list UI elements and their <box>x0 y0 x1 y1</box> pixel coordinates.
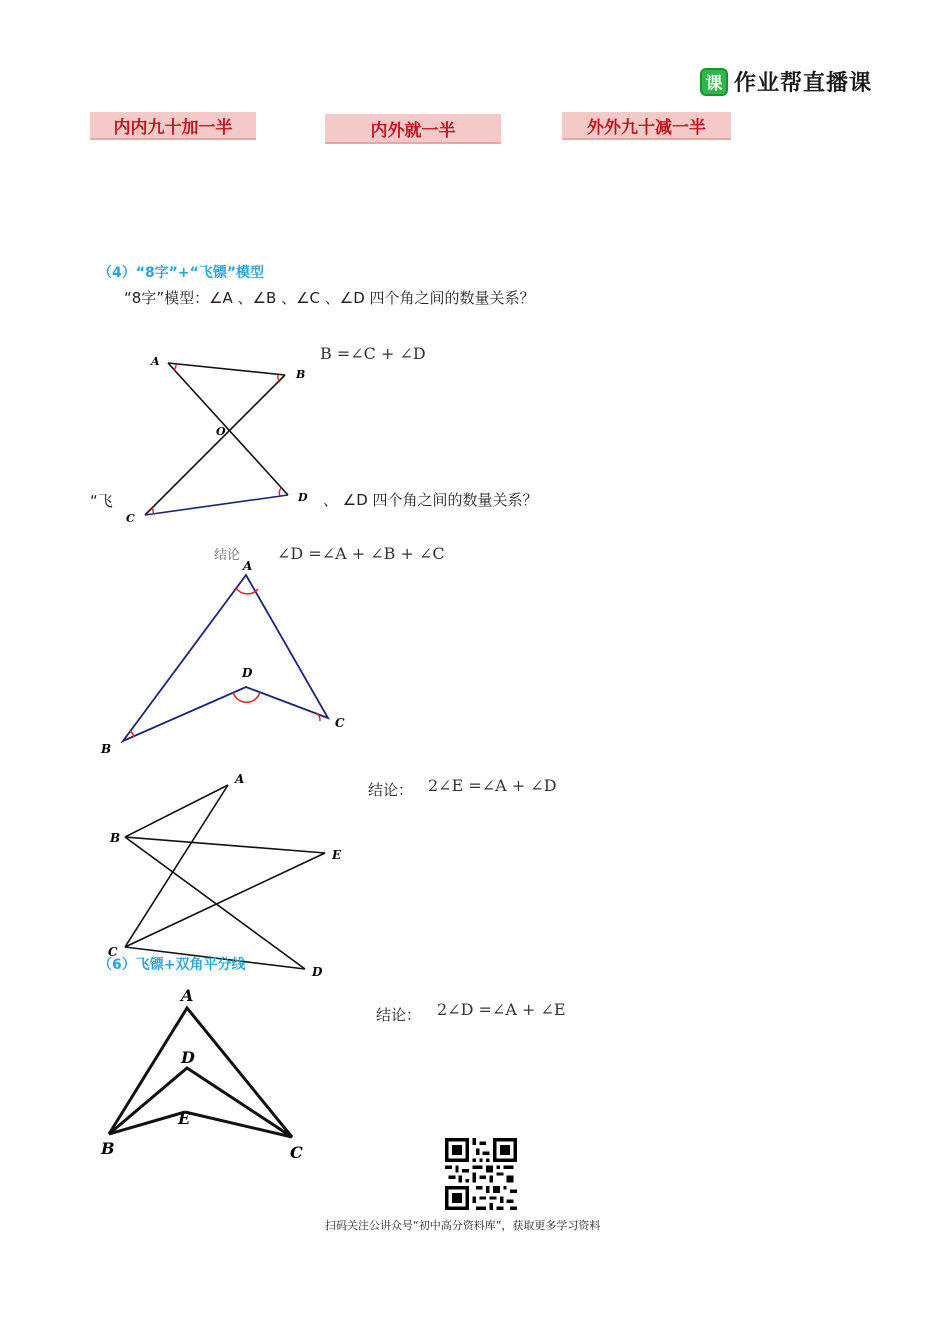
fig6-figure <box>95 980 325 1165</box>
dart-label-c: C <box>335 716 345 730</box>
tag-inner-outer: 内外就一半 <box>325 114 501 144</box>
dart-question-suffix: 、 ∠D 四个角之间的数量关系？ <box>323 491 538 509</box>
dart-conclusion: ∠D =∠A + ∠B + ∠C <box>277 544 445 563</box>
tag-outer-outer: 外外九十减一半 <box>562 112 731 140</box>
brand-name: 作业帮直播课 <box>734 71 873 96</box>
section-6-title: （6）飞镖+双角平分线 <box>98 957 246 973</box>
brand-header <box>700 66 872 97</box>
fig5-label-e: E <box>332 848 342 862</box>
eight-label-d: D <box>298 491 308 504</box>
eight-line-ab <box>168 363 285 375</box>
dart-outline <box>123 575 328 741</box>
dart-label-a: A <box>243 559 253 573</box>
eight-line-cd <box>145 495 288 515</box>
eight-label-a: A <box>151 355 160 368</box>
dart-conclusion-label: 结论 <box>214 548 241 563</box>
fig5-label-c: C <box>108 945 118 959</box>
eight-line-ad <box>168 363 288 495</box>
eight-angle-a-arc <box>174 364 176 370</box>
eight-conclusion: B =∠C + ∠D <box>320 344 426 363</box>
fig6-label-e: E <box>178 1109 191 1128</box>
dart-figure <box>95 555 365 755</box>
eight-label-b: B <box>296 368 306 381</box>
section5-conclusion: 2∠E =∠A + ∠D <box>428 776 557 795</box>
eight-question: “8字”模型：∠A 、∠B 、∠C 、∠D 四个角之间的数量关系？ <box>124 289 535 307</box>
fig6-label-a: A <box>181 986 194 1005</box>
section6-conclusion: 2∠D =∠A + ∠E <box>437 1000 566 1019</box>
brand-logo-icon: 课 <box>700 68 728 96</box>
fig5-label-d: D <box>312 965 323 979</box>
footer-text: 扫码关注公讲众号“初中高分资料库”，获取更多学习资料 <box>325 1219 601 1232</box>
eight-angle-d-arc <box>279 488 281 496</box>
dart-label-d: D <box>242 666 253 680</box>
section-4-title: （4）“8字”+“飞镖”模型 <box>98 265 265 281</box>
fig6-label-d: D <box>181 1048 195 1067</box>
fig5-figure <box>100 765 350 985</box>
section5-conclusion-label: 结论： <box>368 781 414 799</box>
section6-conclusion-label: 结论： <box>376 1006 422 1024</box>
eight-angle-c-arc <box>152 508 153 514</box>
eight-label-o: O <box>216 425 226 438</box>
fig6-label-c: C <box>290 1143 303 1162</box>
fig5-label-b: B <box>110 831 121 845</box>
dart-angle-d-arc <box>233 692 260 702</box>
qr-code-icon <box>444 1138 518 1210</box>
eight-label-c: C <box>126 512 135 525</box>
eight-figure <box>120 345 320 530</box>
eight-line-bc <box>145 375 285 515</box>
dart-question-prefix: “飞 <box>90 492 113 510</box>
tag-inner-inner: 内内九十加一半 <box>90 112 256 140</box>
fig6-label-b: B <box>101 1139 115 1158</box>
dart-label-b: B <box>101 742 112 755</box>
fig5-label-a: A <box>235 772 245 786</box>
